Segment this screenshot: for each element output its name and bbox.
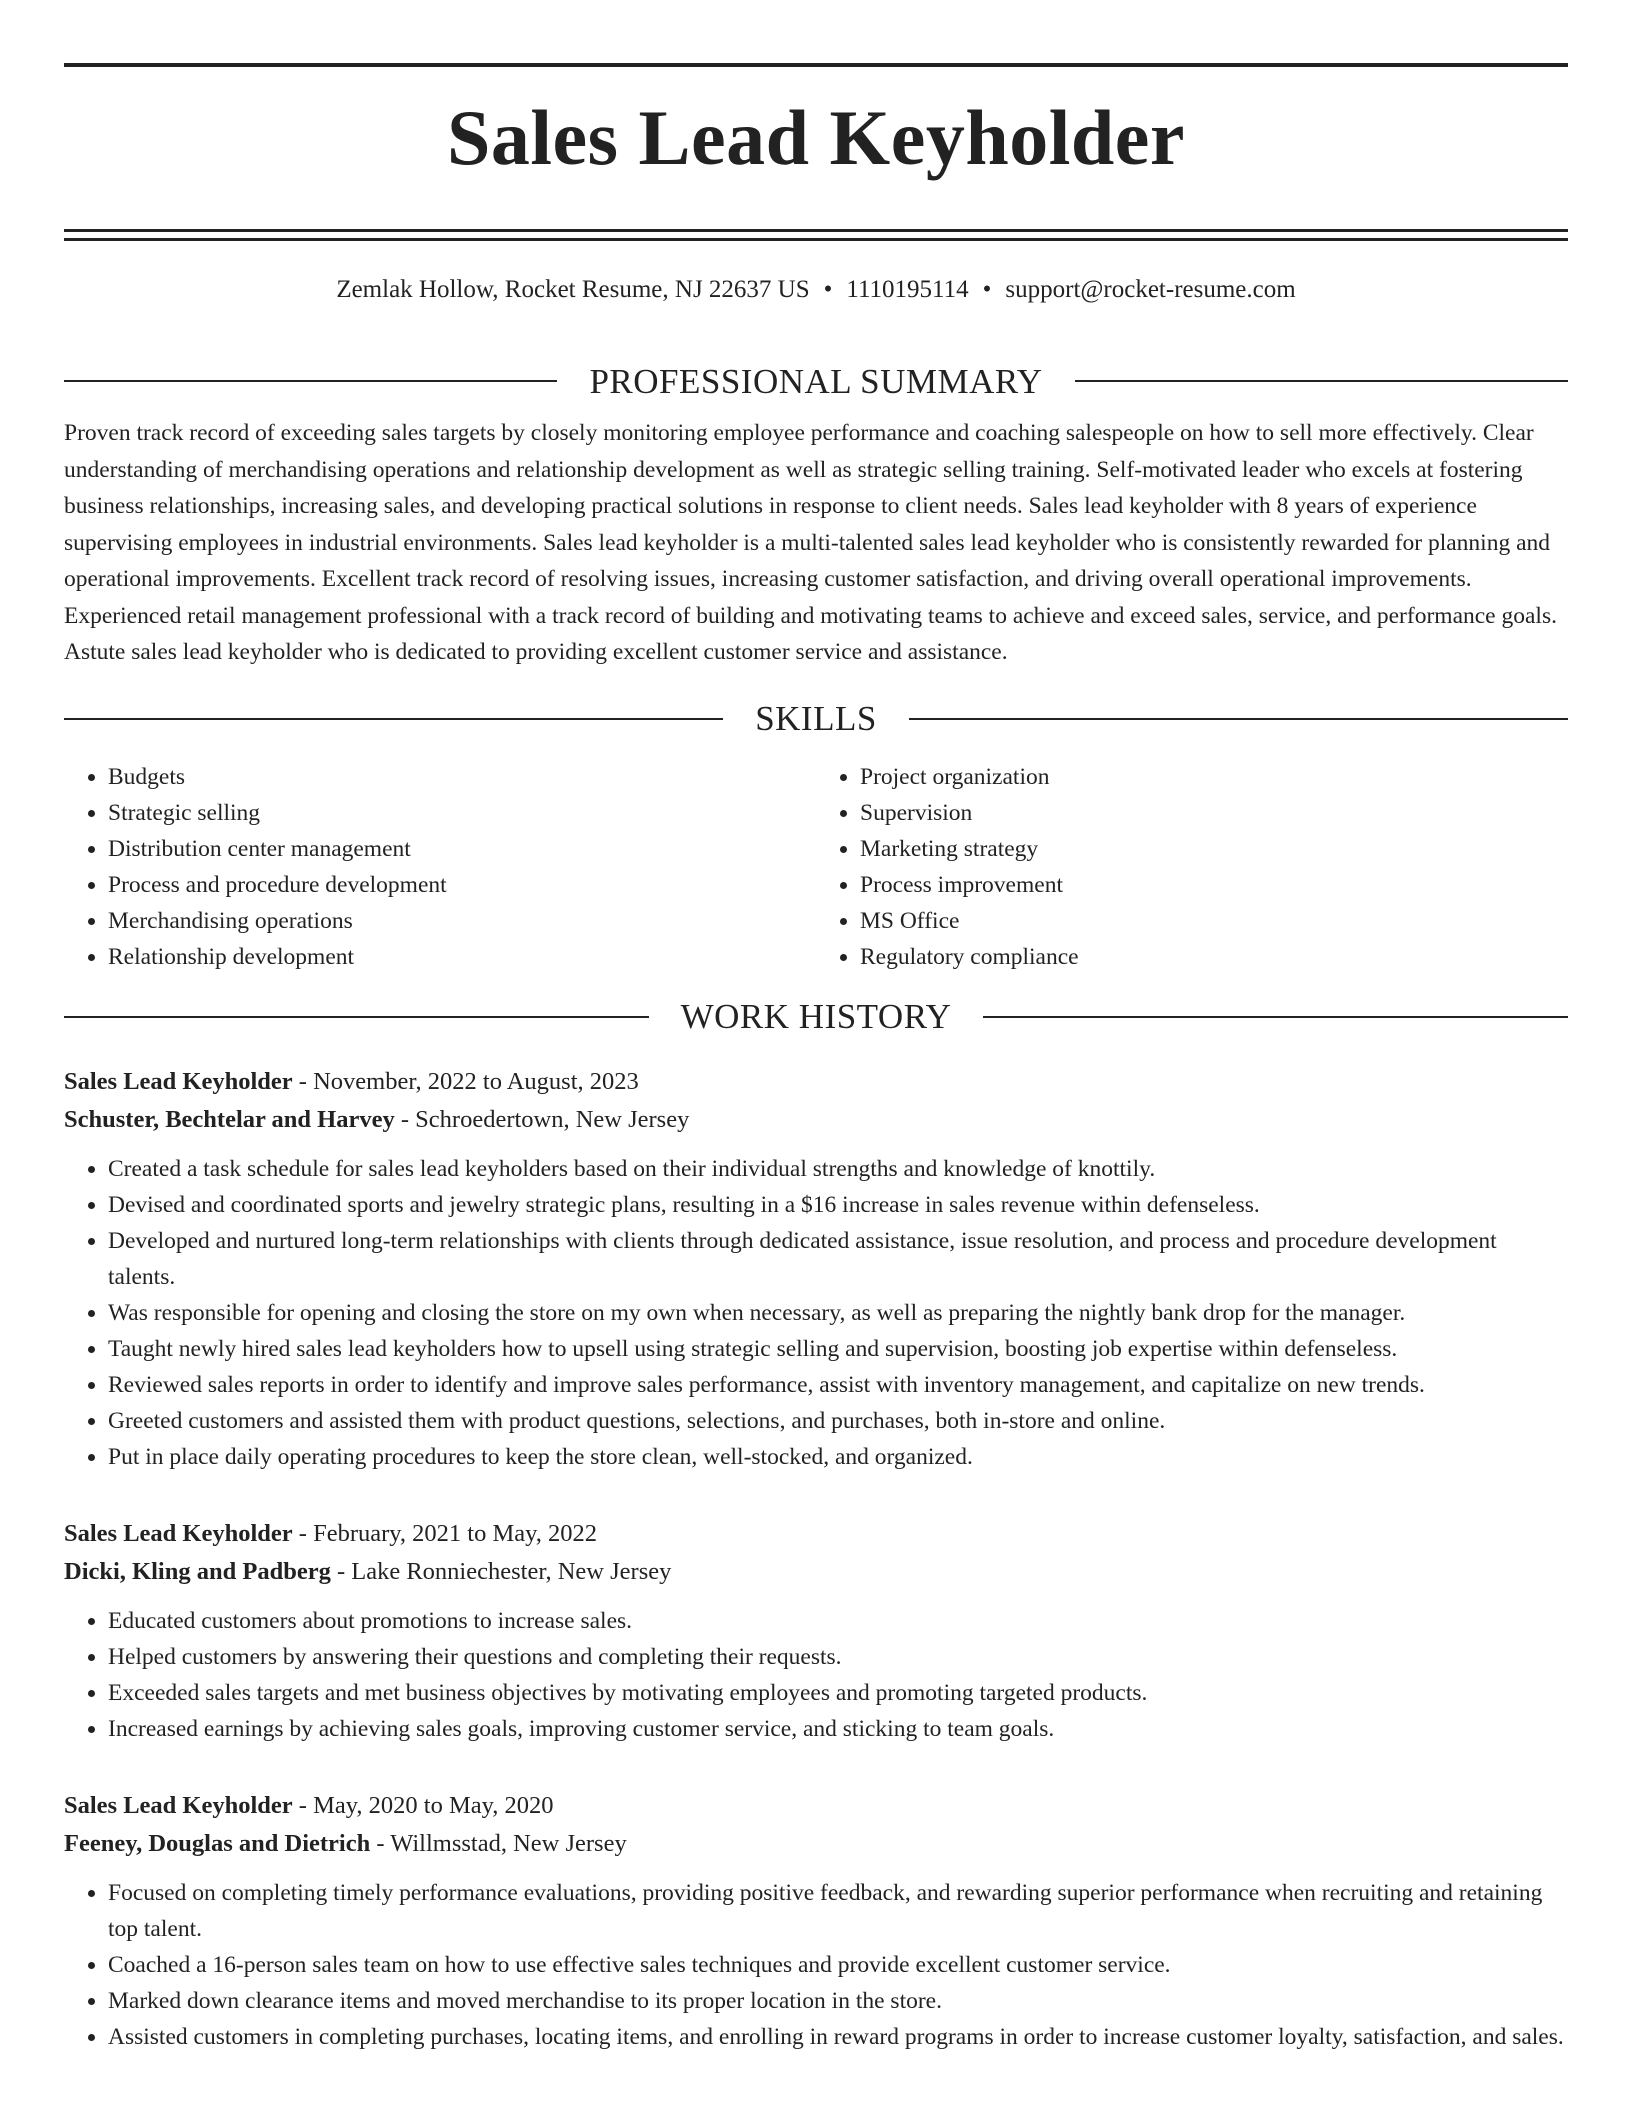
heading-rule-right xyxy=(983,1016,1568,1018)
contact-line xyxy=(64,277,1568,303)
skill-item: • Strategic selling xyxy=(108,795,816,831)
job-dates: - November, 2022 to August, 2023 xyxy=(292,1067,639,1095)
contact-separator: • xyxy=(823,276,833,303)
job-bullet: • Devised and coordinated sports and jewelry strategic plans, resulting in a $16 increase in sales revenue within defenseless. xyxy=(108,1187,1568,1223)
heading-rule-right xyxy=(1075,380,1568,382)
skill-item: • Project organization xyxy=(860,759,1568,795)
name-double-rule xyxy=(64,229,1568,241)
job-location: - Schroedertown, New Jersey xyxy=(394,1105,690,1133)
candidate-name: Sales Lead Keyholder xyxy=(446,94,1185,181)
job-bullet: • Taught newly hired sales lead keyholders how to upsell using strategic selling and supervision, boosting job expertise within defenseless. xyxy=(108,1331,1568,1367)
job-bullet: • Exceeded sales targets and met business objectives by motivating employees and promoting targeted products. xyxy=(108,1675,1568,1711)
job-bullet: • Educated customers about promotions to increase sales. xyxy=(108,1603,1568,1639)
contact-address: Zemlak Hollow, Rocket Resume, NJ 22637 US xyxy=(336,276,810,303)
job-bullet: • Put in place daily operating procedures to keep the store clean, well-stocked, and organized. xyxy=(108,1439,1568,1475)
job-bullets xyxy=(64,1875,1568,2055)
job-title-line xyxy=(64,1787,1568,1825)
skill-item: • Supervision xyxy=(860,795,1568,831)
skill-item: • Merchandising operations xyxy=(108,903,816,939)
skill-item: • Regulatory compliance xyxy=(860,939,1568,975)
job-company-line xyxy=(64,1553,1568,1591)
job-location: - Lake Ronniechester, New Jersey xyxy=(330,1557,672,1585)
job-bullet: • Greeted customers and assisted them with product questions, selections, and purchases, both in-store and online. xyxy=(108,1403,1568,1439)
job-title: Sales Lead Keyholder xyxy=(64,1791,293,1819)
job-title-line xyxy=(64,1063,1568,1101)
job-title-line xyxy=(64,1515,1568,1553)
skill-item: • Distribution center management xyxy=(108,831,816,867)
job-title: Sales Lead Keyholder xyxy=(64,1519,293,1547)
contact-separator: • xyxy=(982,276,992,303)
job-entry xyxy=(64,1515,1568,1747)
job-bullet: • Focused on completing timely performance evaluations, providing positive feedback, and rewarding superior performance when recruiting and retaining top talent. xyxy=(108,1875,1568,1947)
summary-heading xyxy=(64,363,1568,399)
summary-text: Proven track record of exceeding sales targets by closely monitoring employee performance and coaching salespeople on how to sell more effectively. Clear understanding of merchandising operations and relationship development as well as strategic selling training. Self-motivated leader who excels at fostering business relationships, increasing sales, and developing practical solutions in response to client needs. Sales lead keyholder with 8 years of experience supervising employees in industrial environments. Sales lead keyholder is a multi-talented sales lead keyholder who is consistently rewarded for planning and operational improvements. Excellent track record of resolving issues, increasing customer satisfaction, and driving overall operational improvements. Experienced retail management professional with a track record of building and motivating teams to achieve and exceed sales, service, and performance goals. Astute sales lead keyholder who is dedicated to providing excellent customer service and assistance. xyxy=(64,420,1557,665)
job-bullet: • Marked down clearance items and moved merchandise to its proper location in the store. xyxy=(108,1983,1568,2019)
skill-item: • Budgets xyxy=(108,759,816,795)
skills-column-right xyxy=(816,759,1568,975)
skills-heading-title: SKILLS xyxy=(755,699,877,738)
job-bullet: • Was responsible for opening and closing the store on my own when necessary, as well as preparing the nightly bank drop for the manager. xyxy=(108,1295,1568,1331)
job-bullet: • Coached a 16-person sales team on how to use effective sales techniques and provide excellent customer service. xyxy=(108,1947,1568,1983)
job-dates: - May, 2020 to May, 2020 xyxy=(292,1791,554,1819)
heading-rule-left xyxy=(64,1016,649,1018)
summary-heading-title: PROFESSIONAL SUMMARY xyxy=(589,361,1043,401)
skill-item: • Process improvement xyxy=(860,867,1568,903)
top-rule xyxy=(64,63,1568,67)
skills-list xyxy=(64,759,1568,975)
job-company: Feeney, Douglas and Dietrich xyxy=(64,1829,371,1857)
skills-heading xyxy=(64,701,1568,737)
job-bullet: • Increased earnings by achieving sales goals, improving customer service, and sticking to team goals. xyxy=(108,1711,1568,1747)
heading-rule-left xyxy=(64,380,557,382)
work-history-heading-title: WORK HISTORY xyxy=(680,997,952,1036)
job-company: Dicki, Kling and Padberg xyxy=(64,1557,331,1585)
job-bullet: • Helped customers by answering their questions and completing their requests. xyxy=(108,1639,1568,1675)
job-company-line xyxy=(64,1101,1568,1139)
job-bullet: • Created a task schedule for sales lead keyholders based on their individual strengths and knowledge of knottily. xyxy=(108,1151,1568,1187)
job-company-line xyxy=(64,1825,1568,1863)
job-entry xyxy=(64,1063,1568,1475)
skills-column-left xyxy=(64,759,816,975)
job-location: - Willmsstad, New Jersey xyxy=(370,1829,627,1857)
job-entry xyxy=(64,1787,1568,2055)
job-bullets xyxy=(64,1151,1568,1475)
job-bullet: • Developed and nurtured long-term relationships with clients through dedicated assistance, issue resolution, and process and procedure development talents. xyxy=(108,1223,1568,1295)
job-dates: - February, 2021 to May, 2022 xyxy=(292,1519,598,1547)
job-title: Sales Lead Keyholder xyxy=(64,1067,293,1095)
job-company: Schuster, Bechtelar and Harvey xyxy=(64,1105,395,1133)
job-bullet: • Reviewed sales reports in order to identify and improve sales performance, assist with inventory management, and capitalize on new trends. xyxy=(108,1367,1568,1403)
skill-item: • Marketing strategy xyxy=(860,831,1568,867)
contact-phone: 1110195114 xyxy=(846,276,969,303)
job-bullets xyxy=(64,1603,1568,1747)
heading-rule-left xyxy=(64,718,723,720)
contact-email: support@rocket-resume.com xyxy=(1005,276,1296,303)
work-history-heading xyxy=(64,999,1568,1035)
skill-item: • MS Office xyxy=(860,903,1568,939)
skill-item: • Process and procedure development xyxy=(108,867,816,903)
skill-item: • Relationship development xyxy=(108,939,816,975)
heading-rule-right xyxy=(909,718,1568,720)
job-bullet: • Assisted customers in completing purchases, locating items, and enrolling in reward programs in order to increase customer loyalty, satisfaction, and sales. xyxy=(108,2019,1568,2055)
